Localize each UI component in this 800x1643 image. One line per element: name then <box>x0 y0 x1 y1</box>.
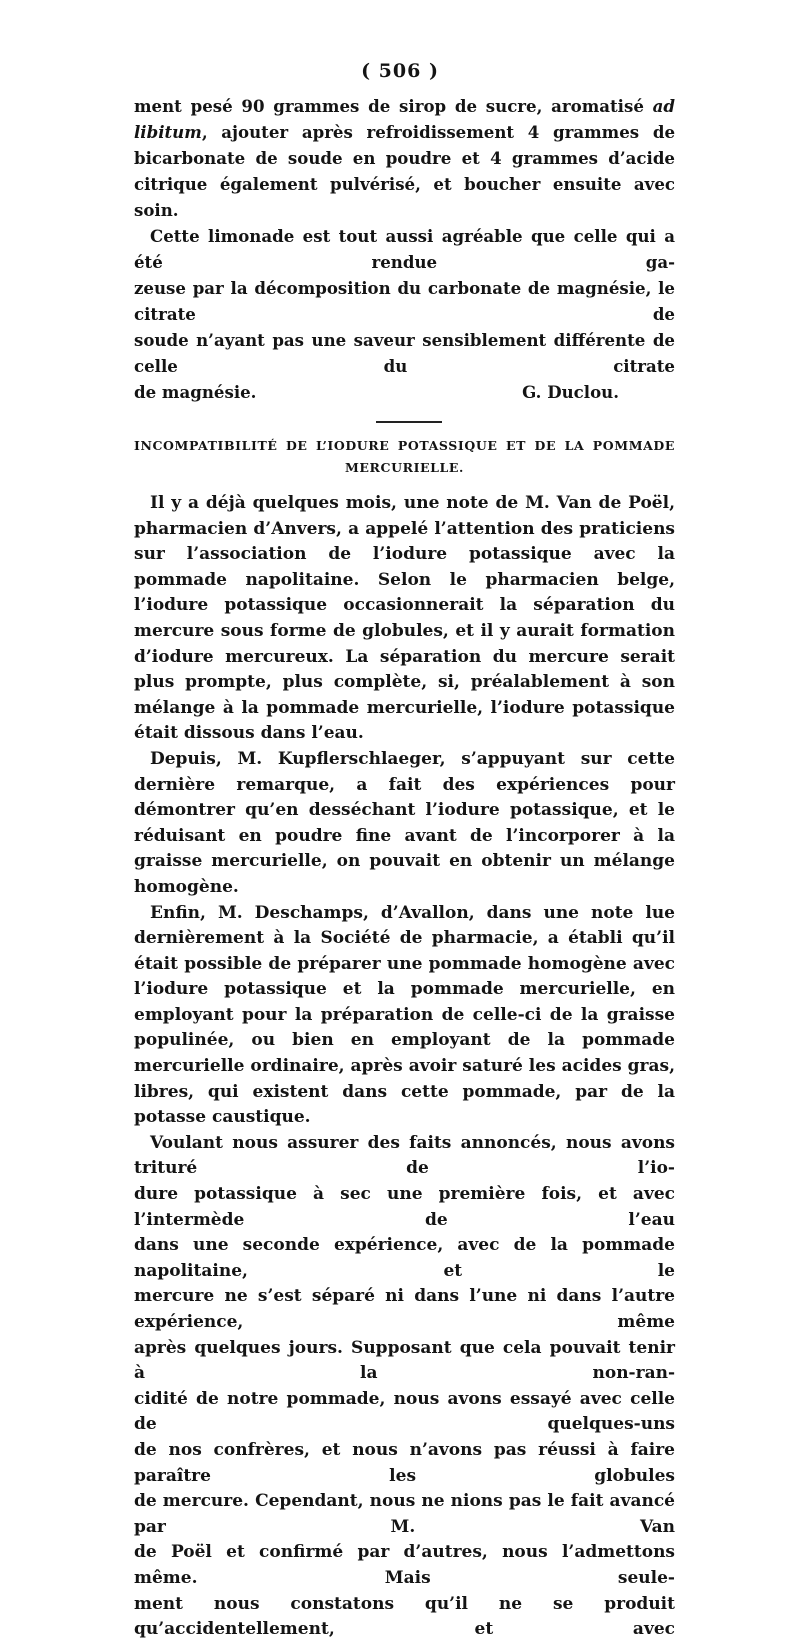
paragraph-experiments <box>134 1131 675 1643</box>
text-line: dure potassique à sec une première fois, et avec l’intermède de l’eau <box>134 1184 675 1230</box>
heading-line-2: MERCURIELLE. <box>344 460 465 475</box>
paragraph-kupflerschlaeger: Depuis, M. Kupflerschlaeger, s’appuyant sur cette dernière remarque, a fait des expériences pour démontrer qu’en desséchant l’iodure potassique, et le réduisant en poudre fine avant de l’incorporer à la graisse mercurielle, on pouvait en obtenir un mélange homogène. <box>134 748 675 897</box>
paragraph-limonade-comparison <box>134 223 675 405</box>
text-line: de mercure. Cependant, nous ne nions pas le fait avancé par M. Van <box>134 1491 675 1537</box>
text-line: après quelques jours. Supposant que cela pouvait tenir à la non-ran- <box>134 1337 675 1384</box>
page-number: ( 506 ) <box>361 60 439 82</box>
paragraph-van-de-poel: Il y a déjà quelques mois, une note de M. Van de Poël, pharmacien d’Anvers, a appelé l’attention des praticiens sur l’association de l’iodure potassique avec la pommade napolitaine. Selon le pharmacien belge, l’iodure potassique occasionnerait la séparation du mercure sous forme de globules, et il y aurait formation d’iodure mercureux. La séparation du mercure serait plus prompte, plus complète, si, préalablement à son mélange à la pommade mercurielle, l’iodure potassique était dissous dans l’eau. <box>134 493 675 744</box>
closing-line <box>134 379 675 405</box>
text-line: mercure ne s’est séparé ni dans l’une ni dans l’autre expérience, même <box>134 1286 675 1332</box>
text-line: soude n’ayant pas une saveur sensiblement différente de celle du citrate <box>134 330 675 376</box>
latin-phrase: ad libitum <box>134 96 675 142</box>
text-line: zeuse par la décomposition du carbonate de magnésie, le citrate de <box>134 278 675 324</box>
text-line: de magnésie. <box>134 382 257 402</box>
text-line: de Poël et confirmé par d’autres, nous l’admettons même. Mais seule- <box>134 1542 675 1588</box>
text-line: dans une seconde expérience, avec de la pommade napolitaine, et le <box>134 1235 675 1281</box>
text-line: Cette limonade est tout aussi agréable que celle qui a été rendue ga- <box>134 226 675 272</box>
page-text <box>134 93 675 1643</box>
text-line: de nos confrères, et nous n’avons pas réussi à faire paraître les globules <box>134 1439 675 1486</box>
paragraph-limonade-recipe: ment pesé 90 grammes de sirop de sucre, aromatisé ad libitum, ajouter après refroidissement 4 grammes de bicarbonate de soude en poudre et 4 grammes d’acide citrique également pulvérisé, et boucher ensuite avec soin. <box>134 96 675 220</box>
article-body <box>134 491 675 1643</box>
heading-line-1: INCOMPATIBILITÉ DE L’IODURE POTASSIQUE ET DE LA POMMADE <box>134 438 675 453</box>
text-line: cidité de notre pommade, nous avons essayé avec celle de quelques-uns <box>134 1388 675 1435</box>
section-divider <box>376 421 442 423</box>
section-heading <box>134 435 675 479</box>
text-line: ment nous constatons qu’il ne se produit qu’accidentellement, et avec <box>134 1593 675 1640</box>
text-line: Voulant nous assurer des faits annoncés, nous avons trituré de l’io- <box>134 1132 675 1179</box>
author-signature: G. Duclou. <box>522 382 619 402</box>
paragraph-deschamps: Enfin, M. Deschamps, d’Avallon, dans une note lue dernièrement à la Société de pharmacie, a établi qu’il était possible de préparer une pommade homogène avec l’iodure potassique et la pommade mercurielle, en employant pour la préparation de celle-ci de la graisse populinée, ou bien en employant de la pommade mercurielle ordinaire, après avoir saturé les acides gras, libres, qui existent dans cette pommade, par de la potasse caustique. <box>134 902 675 1128</box>
